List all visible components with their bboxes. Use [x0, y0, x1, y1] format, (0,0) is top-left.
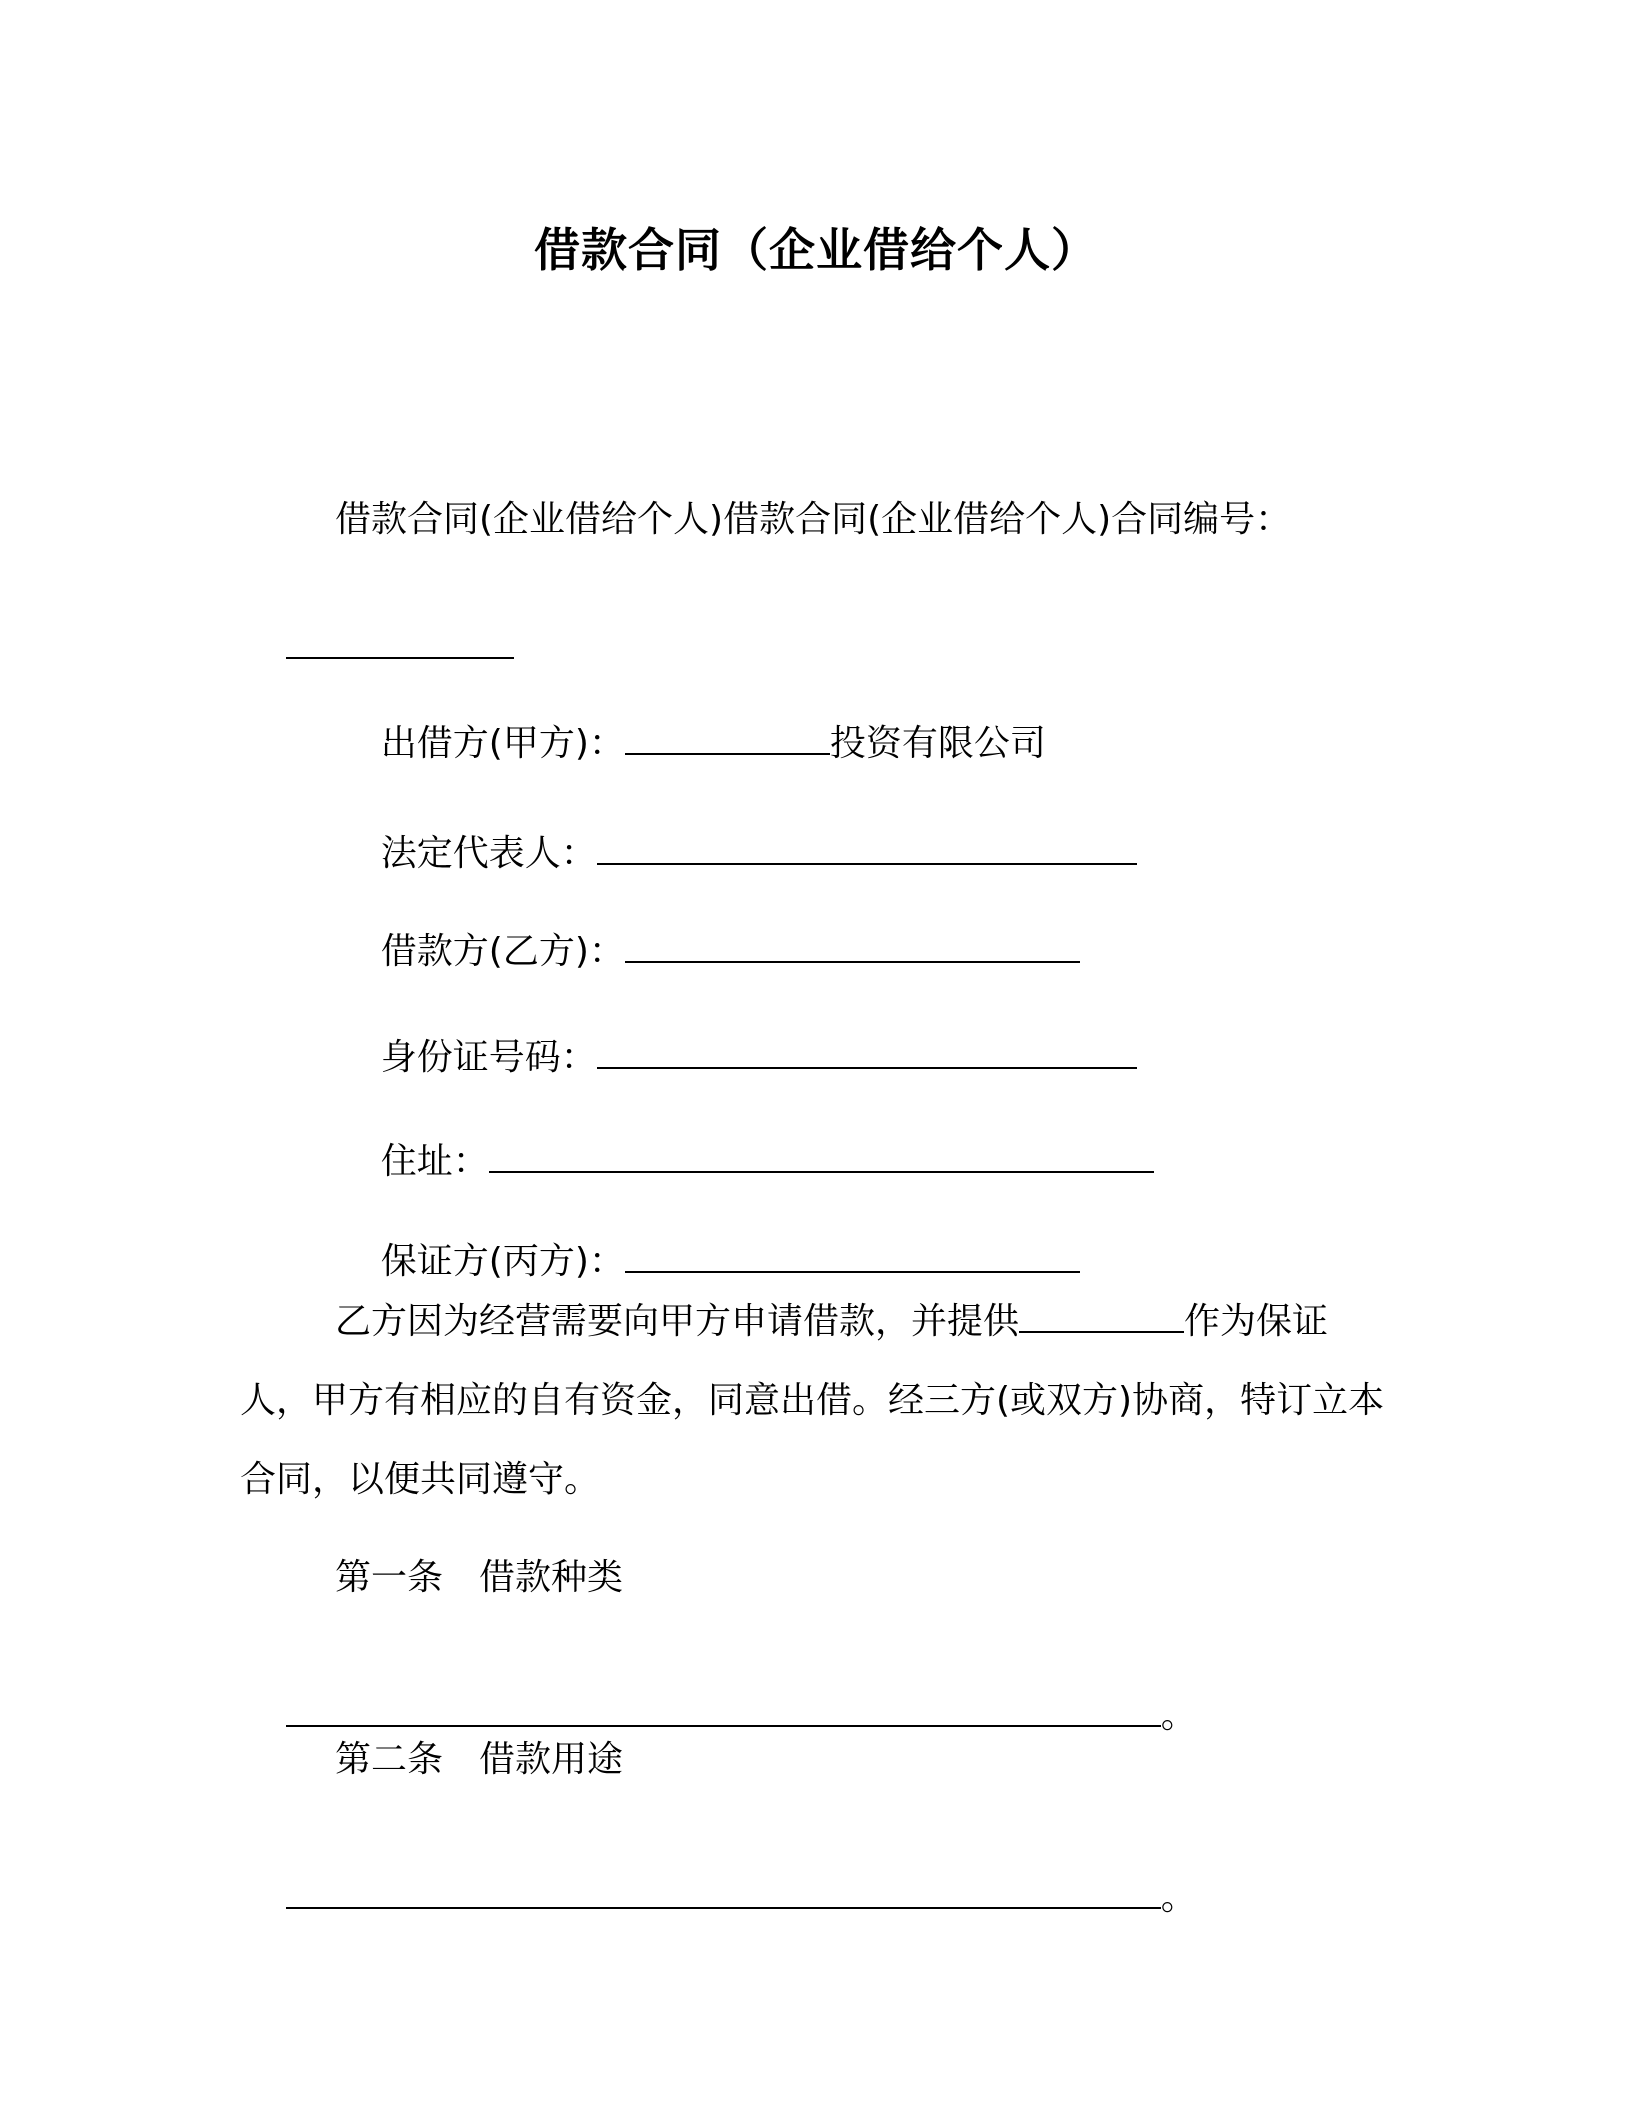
address-blank[interactable] [489, 1141, 1154, 1173]
article1-blank[interactable] [286, 1695, 1161, 1727]
borrower-blank[interactable] [625, 931, 1080, 963]
article1-heading: 第一条 借款种类 [335, 1557, 624, 1598]
borrower-label: 借款方(乙方)： [380, 931, 625, 972]
legal-rep-blank[interactable] [597, 833, 1137, 865]
article2-blank-row [240, 1832, 1197, 1964]
article2-heading: 第二条 借款用途 [335, 1739, 624, 1780]
contract-number-blank[interactable] [286, 627, 514, 659]
guarantor-label: 保证方(丙方)： [380, 1241, 625, 1282]
intro-part1: 乙方因为经营需要向甲方申请借款，并提供 [335, 1301, 1020, 1342]
intro-part2: 作为保证人，甲方有相应的自有资金，同意出借。经三方(或双方)协商，特订立本合同，以便共同遵守。 [240, 1301, 1385, 1500]
contract-number-label: 借款合同(企业借给个人)借款合同(企业借给个人)合同编号： [335, 499, 1292, 540]
guarantor-blank[interactable] [625, 1241, 1080, 1273]
id-number-blank[interactable] [597, 1037, 1137, 1069]
document-title: 借款合同（企业借给个人） [534, 223, 1098, 277]
intro-paragraph [240, 1282, 1390, 1519]
article2-blank[interactable] [286, 1877, 1161, 1909]
lender-label: 出借方(甲方)： [380, 723, 625, 764]
legal-rep-label: 法定代表人： [380, 833, 597, 874]
lender-suffix: 投资有限公司 [829, 723, 1046, 764]
article2-end-mark: 。 [1160, 1877, 1197, 1918]
guarantor-inline-blank[interactable] [1019, 1301, 1184, 1333]
article1-end-mark: 。 [1160, 1695, 1197, 1736]
lender-name-blank[interactable] [625, 723, 830, 755]
address-label: 住址： [380, 1141, 489, 1182]
id-number-label: 身份证号码： [380, 1037, 597, 1078]
